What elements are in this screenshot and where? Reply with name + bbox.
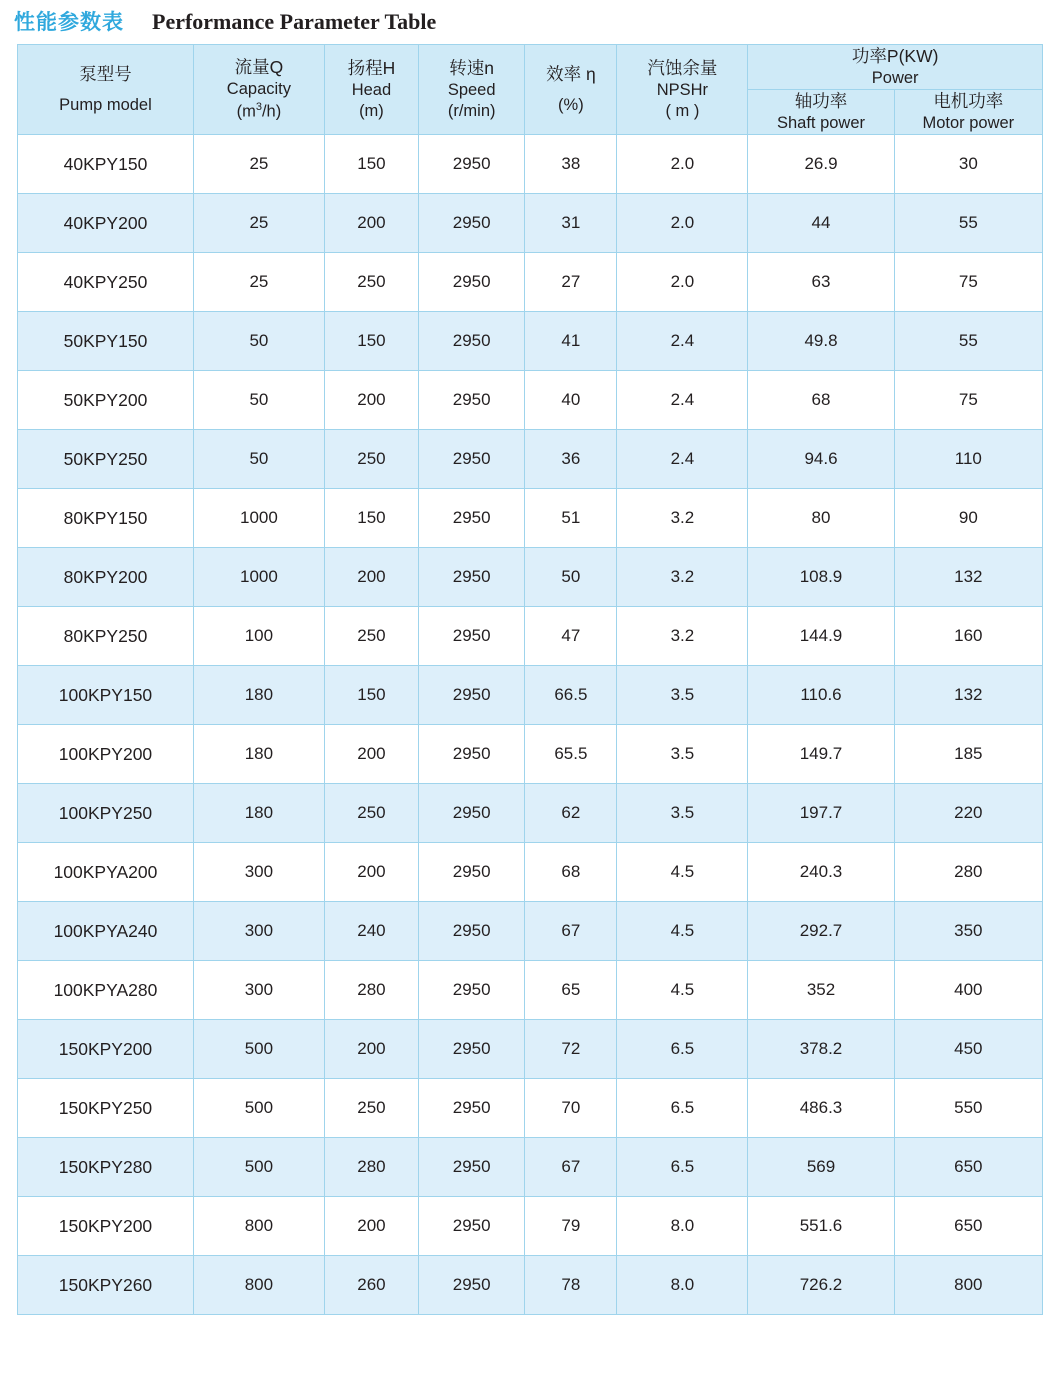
cell-npshr: 4.5 [617,961,748,1020]
header-capacity-en: Capacity [226,79,291,98]
cell-motor-power: 75 [894,371,1042,430]
cell-npshr: 4.5 [617,843,748,902]
cell-motor-power: 160 [894,607,1042,666]
cell-shaft-power: 44 [748,194,894,253]
header-npshr-unit: ( m ) [665,102,700,121]
page-title-cn: 性能参数表 [14,11,124,34]
cell-motor-power: 650 [894,1138,1042,1197]
header-efficiency-cn: 效率 η [546,63,596,84]
cell-npshr: 6.5 [617,1079,748,1138]
cell-efficiency: 50 [525,548,617,607]
cell-motor-power: 75 [894,253,1042,312]
cell-model: 80KPY200 [18,548,194,607]
cell-speed: 2950 [418,135,524,194]
cell-shaft-power: 486.3 [748,1079,894,1138]
header-power-en: Power [871,68,919,87]
cell-model: 100KPY200 [18,725,194,784]
cell-model: 150KPY280 [18,1138,194,1197]
header-speed-cn: 转速n [449,57,495,78]
header-model-en: Pump model [59,96,152,115]
cell-npshr: 6.5 [617,1138,748,1197]
header-cell-model [18,45,194,135]
cell-efficiency: 51 [525,489,617,548]
header-cell-power-group [748,45,1043,90]
cell-head: 200 [324,1197,418,1256]
table-row [18,1197,1043,1256]
cell-model: 40KPY200 [18,194,194,253]
cell-capacity: 180 [193,725,324,784]
cell-efficiency: 65.5 [525,725,617,784]
table-row [18,430,1043,489]
cell-efficiency: 47 [525,607,617,666]
cell-capacity: 800 [193,1256,324,1315]
cell-model: 100KPY250 [18,784,194,843]
cell-head: 200 [324,548,418,607]
cell-speed: 2950 [418,1079,524,1138]
header-capacity-cn: 流量Q [234,57,284,78]
table-row [18,607,1043,666]
cell-model: 80KPY150 [18,489,194,548]
cell-model: 100KPY150 [18,666,194,725]
cell-motor-power: 132 [894,666,1042,725]
cell-capacity: 800 [193,1197,324,1256]
cell-efficiency: 70 [525,1079,617,1138]
header-cell-head [324,45,418,135]
cell-efficiency: 65 [525,961,617,1020]
cell-efficiency: 67 [525,1138,617,1197]
cell-shaft-power: 68 [748,371,894,430]
cell-model: 100KPYA240 [18,902,194,961]
cell-npshr: 8.0 [617,1256,748,1315]
cell-model: 80KPY250 [18,607,194,666]
cell-head: 250 [324,430,418,489]
cell-model: 40KPY150 [18,135,194,194]
cell-npshr: 2.4 [617,371,748,430]
cell-motor-power: 280 [894,843,1042,902]
cell-model: 150KPY260 [18,1256,194,1315]
table-row [18,666,1043,725]
cell-npshr: 3.2 [617,548,748,607]
cell-shaft-power: 144.9 [748,607,894,666]
cell-head: 150 [324,135,418,194]
cell-capacity: 25 [193,135,324,194]
cell-speed: 2950 [418,1256,524,1315]
cell-capacity: 180 [193,784,324,843]
cell-capacity: 50 [193,430,324,489]
cell-motor-power: 55 [894,194,1042,253]
cell-motor-power: 800 [894,1256,1042,1315]
cell-head: 150 [324,666,418,725]
cell-efficiency: 72 [525,1020,617,1079]
header-motor-en: Motor power [922,113,1015,132]
header-power-cn: 功率P(KW) [851,46,939,66]
cell-speed: 2950 [418,253,524,312]
cell-capacity: 500 [193,1079,324,1138]
cell-head: 200 [324,843,418,902]
header-head-cn: 扬程H [347,57,396,78]
table-row [18,194,1043,253]
cell-head: 200 [324,194,418,253]
cell-efficiency: 36 [525,430,617,489]
table-body [18,135,1043,1315]
cell-speed: 2950 [418,1020,524,1079]
cell-head: 200 [324,725,418,784]
cell-speed: 2950 [418,548,524,607]
cell-capacity: 180 [193,666,324,725]
cell-npshr: 8.0 [617,1197,748,1256]
cell-head: 280 [324,1138,418,1197]
cell-efficiency: 79 [525,1197,617,1256]
cell-npshr: 3.5 [617,784,748,843]
cell-head: 250 [324,1079,418,1138]
cell-motor-power: 30 [894,135,1042,194]
cell-efficiency: 40 [525,371,617,430]
page-title-en: Performance Parameter Table [152,9,437,34]
header-efficiency-unit: (%) [558,96,584,115]
cell-model: 50KPY250 [18,430,194,489]
cell-capacity: 25 [193,253,324,312]
cell-speed: 2950 [418,784,524,843]
cell-npshr: 3.2 [617,489,748,548]
cell-speed: 2950 [418,489,524,548]
cell-shaft-power: 569 [748,1138,894,1197]
cell-efficiency: 68 [525,843,617,902]
cell-head: 250 [324,607,418,666]
cell-motor-power: 132 [894,548,1042,607]
cell-speed: 2950 [418,1138,524,1197]
cell-efficiency: 41 [525,312,617,371]
cell-efficiency: 27 [525,253,617,312]
cell-capacity: 1000 [193,489,324,548]
table-row [18,253,1043,312]
cell-model: 50KPY200 [18,371,194,430]
cell-shaft-power: 110.6 [748,666,894,725]
header-cell-speed [418,45,524,135]
header-model-cn: 泵型号 [79,63,132,84]
cell-speed: 2950 [418,725,524,784]
header-head-unit: (m) [359,102,384,121]
cell-npshr: 6.5 [617,1020,748,1079]
cell-head: 150 [324,312,418,371]
cell-head: 260 [324,1256,418,1315]
cell-motor-power: 450 [894,1020,1042,1079]
cell-model: 50KPY150 [18,312,194,371]
header-cell-capacity [193,45,324,135]
cell-capacity: 300 [193,961,324,1020]
cell-motor-power: 110 [894,430,1042,489]
table-row [18,784,1043,843]
header-speed-unit: (r/min) [447,102,496,121]
cell-npshr: 4.5 [617,902,748,961]
cell-shaft-power: 726.2 [748,1256,894,1315]
cell-efficiency: 62 [525,784,617,843]
table-row [18,312,1043,371]
header-shaft-cn: 轴功率 [794,91,848,112]
cell-speed: 2950 [418,312,524,371]
cell-shaft-power: 352 [748,961,894,1020]
cell-capacity: 500 [193,1138,324,1197]
table-row [18,135,1043,194]
cell-speed: 2950 [418,371,524,430]
cell-head: 200 [324,1020,418,1079]
cell-npshr: 2.0 [617,194,748,253]
cell-shaft-power: 63 [748,253,894,312]
cell-npshr: 2.0 [617,135,748,194]
header-npshr-en: NPSHr [656,80,709,99]
cell-shaft-power: 80 [748,489,894,548]
cell-head: 200 [324,371,418,430]
cell-model: 150KPY200 [18,1020,194,1079]
cell-capacity: 300 [193,902,324,961]
cell-shaft-power: 378.2 [748,1020,894,1079]
cell-speed: 2950 [418,430,524,489]
cell-capacity: 50 [193,371,324,430]
cell-speed: 2950 [418,1197,524,1256]
cell-npshr: 2.4 [617,312,748,371]
cell-npshr: 2.4 [617,430,748,489]
table-row [18,961,1043,1020]
cell-motor-power: 55 [894,312,1042,371]
cell-motor-power: 185 [894,725,1042,784]
header-cell-shaft-power [748,90,894,135]
cell-shaft-power: 551.6 [748,1197,894,1256]
table-row [18,725,1043,784]
cell-model: 150KPY250 [18,1079,194,1138]
cell-shaft-power: 240.3 [748,843,894,902]
cell-shaft-power: 292.7 [748,902,894,961]
cell-capacity: 50 [193,312,324,371]
cell-capacity: 300 [193,843,324,902]
cell-shaft-power: 197.7 [748,784,894,843]
cell-capacity: 500 [193,1020,324,1079]
cell-shaft-power: 49.8 [748,312,894,371]
cell-efficiency: 38 [525,135,617,194]
cell-speed: 2950 [418,607,524,666]
cell-motor-power: 220 [894,784,1042,843]
cell-efficiency: 67 [525,902,617,961]
cell-speed: 2950 [418,961,524,1020]
cell-efficiency: 66.5 [525,666,617,725]
cell-npshr: 3.2 [617,607,748,666]
cell-capacity: 1000 [193,548,324,607]
cell-head: 280 [324,961,418,1020]
table-header [18,45,1043,135]
header-capacity-unit: $(m^3/h)$ [236,101,282,121]
table-row [18,902,1043,961]
cell-speed: 2950 [418,666,524,725]
cell-efficiency: 31 [525,194,617,253]
header-motor-cn: 电机功率 [933,91,1004,112]
cell-model: 40KPY250 [18,253,194,312]
header-cell-efficiency [525,45,617,135]
cell-shaft-power: 26.9 [748,135,894,194]
table-row [18,1079,1043,1138]
cell-speed: 2950 [418,843,524,902]
cell-motor-power: 90 [894,489,1042,548]
cell-shaft-power: 108.9 [748,548,894,607]
header-cell-motor-power [894,90,1042,135]
header-head-en: Head [351,80,392,99]
cell-shaft-power: 94.6 [748,430,894,489]
cell-npshr: 2.0 [617,253,748,312]
cell-motor-power: 400 [894,961,1042,1020]
cell-head: 250 [324,253,418,312]
cell-npshr: 3.5 [617,725,748,784]
cell-motor-power: 350 [894,902,1042,961]
header-speed-en: Speed [447,80,496,99]
cell-motor-power: 550 [894,1079,1042,1138]
table-row [18,1020,1043,1079]
header-shaft-en: Shaft power [776,113,866,132]
header-cell-npshr [617,45,748,135]
cell-model: 150KPY200 [18,1197,194,1256]
cell-shaft-power: 149.7 [748,725,894,784]
performance-parameter-table [17,44,1043,1315]
cell-head: 240 [324,902,418,961]
cell-model: 100KPYA200 [18,843,194,902]
cell-motor-power: 650 [894,1197,1042,1256]
cell-head: 150 [324,489,418,548]
table-row [18,843,1043,902]
cell-speed: 2950 [418,194,524,253]
cell-model: 100KPYA280 [18,961,194,1020]
header-row-1 [18,45,1043,90]
table-row [18,548,1043,607]
table-row [18,371,1043,430]
cell-capacity: 100 [193,607,324,666]
table-row [18,489,1043,548]
cell-npshr: 3.5 [617,666,748,725]
cell-speed: 2950 [418,902,524,961]
table-row [18,1138,1043,1197]
cell-capacity: 25 [193,194,324,253]
table-row [18,1256,1043,1315]
cell-efficiency: 78 [525,1256,617,1315]
cell-head: 250 [324,784,418,843]
page-title [0,0,1060,40]
header-npshr-cn: 汽蚀余量 [647,57,718,78]
